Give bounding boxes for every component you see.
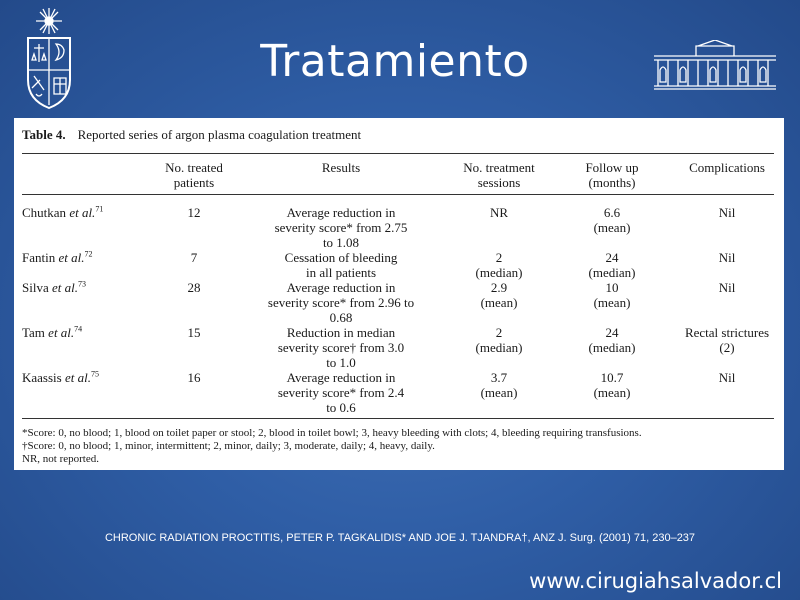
table-row-sessions: 3.7 (mean) — [480, 370, 518, 400]
table-row-patients: 28 — [187, 280, 201, 295]
footnote-score: *Score: 0, no blood; 1, blood on toilet paper or stool; 2, blood in toilet bowl; 3, heavy bleeding with clots; 4, bleeding requiring transfusions. — [22, 427, 642, 439]
table-header-rule — [22, 194, 774, 195]
table-row-sessions: 2.9 (mean) — [480, 280, 518, 310]
table-row-author: Fantin et al.$^{72}$ — [22, 249, 93, 265]
table-row-results: Average reduction in severity score* from 2.96 to 0.68 — [267, 280, 415, 325]
column-header-patients: No. treated patients — [165, 160, 223, 190]
column-header-complications: Complications — [689, 160, 765, 175]
column-header-sessions: No. treatment sessions — [463, 160, 535, 190]
table-bottom-rule — [22, 418, 774, 419]
source-citation: CHRONIC RADIATION PROCTITIS, PETER P. TAGKALIDIS* AND JOE J. TJANDRA†, ANZ J. Surg. (2001) 71, 230–237 — [104, 532, 696, 544]
table-caption-text: Reported series of argon plasma coagulation treatment — [77, 127, 362, 142]
footnote-score-alt: †Score: 0, no blood; 1, minor, intermittent; 2, minor, daily; 3, moderate, daily; 4, heavy, daily. — [22, 440, 435, 452]
table-row-author: Kaassis et al.$^{75}$ — [22, 369, 99, 385]
footnote-nr: NR, not reported. — [22, 453, 99, 465]
column-header-results: Results — [321, 160, 361, 175]
table-row-sessions: 2 (median) — [475, 250, 523, 280]
table-row-patients: 15 — [187, 325, 201, 340]
table-row-complications: Nil — [718, 250, 736, 265]
table-top-rule — [22, 153, 774, 154]
table-row-author: Tam et al.$^{74}$ — [22, 324, 83, 340]
slide-title: Tratamiento — [260, 36, 530, 87]
table-row-author: Silva et al.$^{73}$ — [22, 279, 86, 295]
table-row-patients: 12 — [187, 205, 201, 220]
table-row-followup: 6.6 (mean) — [593, 205, 631, 235]
table-row-complications: Rectal strictures (2) — [684, 325, 770, 355]
table-row-results: Cessation of bleeding in all patients — [284, 250, 398, 280]
table-row-followup: 10.7 (mean) — [593, 370, 631, 400]
building-logo — [652, 40, 778, 90]
table-row-complications: Nil — [718, 280, 736, 295]
table-row-patients: 7 — [190, 250, 198, 265]
slide-header — [0, 0, 800, 118]
table-row-followup: 24 (median) — [588, 250, 636, 280]
table-row-sessions: 2 (median) — [475, 325, 523, 355]
table-row-patients: 16 — [187, 370, 201, 385]
table-row-sessions: NR — [489, 205, 509, 220]
table-caption — [22, 127, 361, 143]
table-label: Table 4. — [22, 127, 66, 142]
table-row-complications: Nil — [718, 205, 736, 220]
table-figure — [14, 118, 784, 470]
table-row-followup: 10 (mean) — [593, 280, 631, 310]
column-header-followup: Follow up (months) — [585, 160, 639, 190]
table-row-results: Reduction in median severity score† from 3.0 to 1.0 — [277, 325, 405, 370]
table-row-results: Average reduction in severity score* from 2.4 to 0.6 — [277, 370, 405, 415]
table-row-results: Average reduction in severity score* from 2.75 to 1.08 — [274, 205, 408, 250]
table-row-author: Chutkan et al.$^{71}$ — [22, 204, 104, 220]
website-url: www.cirugiahsalvador.cl — [529, 569, 782, 593]
table-row-followup: 24 (median) — [588, 325, 636, 355]
table-row-complications: Nil — [718, 370, 736, 385]
